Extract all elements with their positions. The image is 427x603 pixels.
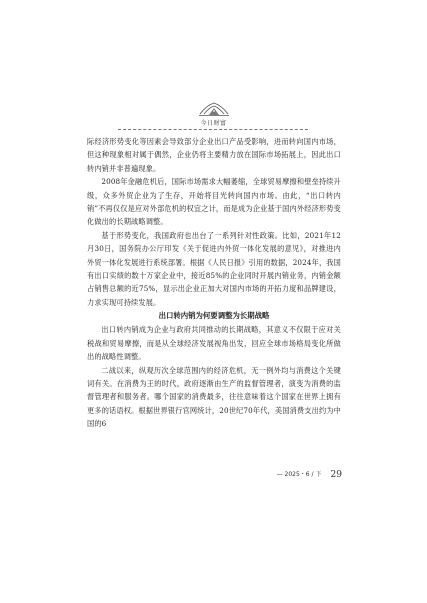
header-divider xyxy=(118,129,308,130)
page-footer xyxy=(277,462,342,481)
section-heading: 出口转内销为何要调整为长期战略 xyxy=(158,311,270,321)
paragraph-continued: 际经济形势变化等因素会导致部分企业出口产品受影响，进而转向国内市场，但这种现象相对属于偶然，企业仍将主要精力放在国际市场拓展上，因此出口转内销并非普遍现象。 xyxy=(87,137,341,173)
issue-label: — 2025・6 / 下 xyxy=(276,471,322,478)
paragraph: 二战以来，纵观历次全球范围内的经济危机，无一例外均与消费这个关键词有关。在消费为王的时代，政府逐渐由生产的监督管理者，演变为消费的监督管理者和服务者。哪个国家的消费最多，往往意味着这个国家在世界上拥有更多的话语权。根据世界银行官网统计，20世纪70年代，美国消费支出约为中国的6 xyxy=(87,365,341,429)
article-body xyxy=(87,135,341,431)
paragraph: 出口转内销成为企业与政府共同推动的长期战略，其意义不仅限于应对关税战和贸易摩擦，而是从全球经济发展视角出发，回应全球市场格局变化所做出的战略性调整。 xyxy=(87,325,341,362)
paragraph: 2008年金融危机后，国际市场需求大幅萎缩，全球贸易摩擦和壁垒持续升级，众多外贸企业为了生存，开始将目光转向国内市场。由此，“出口转内销”不再仅仅是应对外部危机的权宜之计，而是成为企业基于国内外经济形势变化做出的长期战略调整。 xyxy=(87,177,341,227)
journal-title: 今日财富 xyxy=(200,120,227,127)
page-number: 29 xyxy=(330,470,342,480)
paragraph: 基于形势变化，我国政府也出台了一系列针对性政策。比如，2021年12月30日，国务院办公厅印发《关于促进内外贸一体化发展的意见》，对推进内外贸一体化发展进行系统部署。根据《人民日报》引用的数据，2024年，我国有出口实绩的数十万家企业中，接近85%的企业同时开展内销业务，内销金额占销售总额的近75%，显示出企业正加大对国内市场的开拓力度和品牌建设，力求实现可持续发展。 xyxy=(87,230,341,307)
journal-logo-icon xyxy=(197,100,231,120)
running-header xyxy=(0,100,427,134)
